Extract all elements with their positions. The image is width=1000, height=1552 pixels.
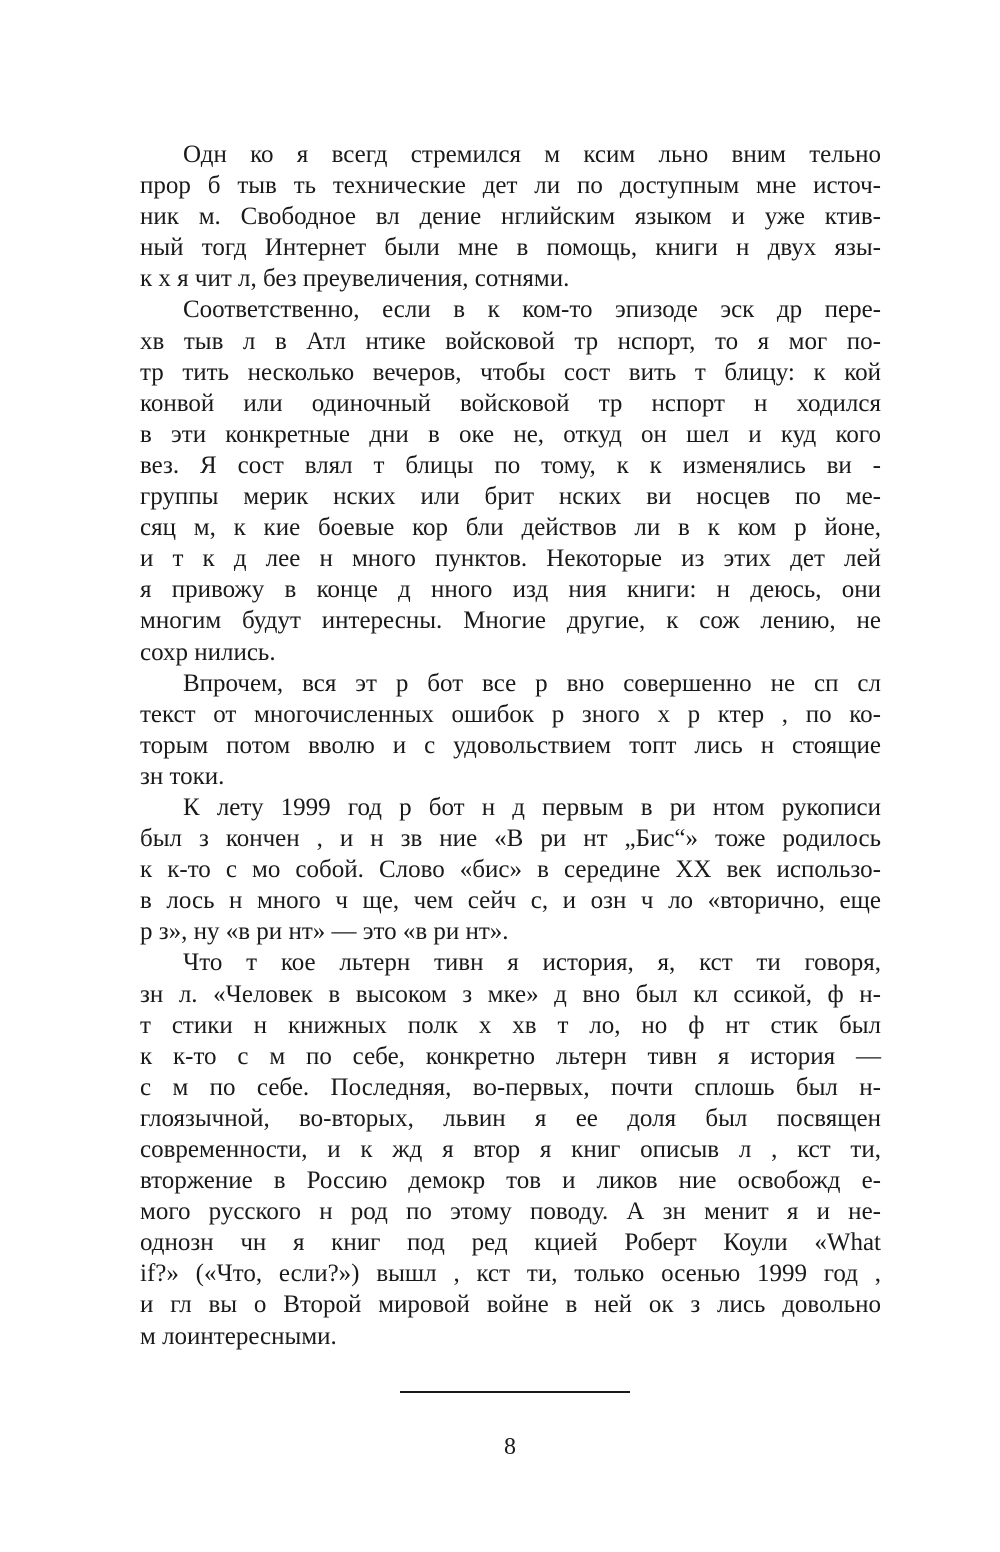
paragraph (140, 792, 881, 947)
text-line: к к-то с м по себе, конкретно льтерн тивн я история — (140, 1042, 881, 1070)
text-line: ник м. Свободное вл дение нглийским языком и уже ктив- (140, 203, 881, 231)
text-line: мого русского н род по этому поводу. А зн менит я и не- (140, 1198, 881, 1226)
text-line: конвой или одиночный войсковой тр нспорт н ходился (140, 389, 881, 417)
paragraph (140, 947, 881, 1351)
text-line: сохр нились. (140, 638, 276, 666)
text-line: ный тогд Интернет были мне в помощь, книги н двух язы- (140, 234, 881, 262)
text-line: был з кончен , и н зв ние «В ри нт „Бис“» тоже родилось (140, 825, 881, 853)
text-line: однозн чн я книг под ред кцией Роберт Коули «What (140, 1229, 881, 1257)
text-line: группы мерик нских или брит нских ви носцев по ме- (140, 483, 881, 511)
paragraph (140, 668, 881, 792)
text-line: прор б тыв ть технические дет ли по доступным мне источ- (140, 172, 881, 200)
text-line: Что т кое льтерн тивн я история, я, кст ти говоря, (183, 949, 881, 977)
text-line: зн л. «Человек в высоком з мке» д вно был кл ссикой, ф н- (140, 980, 881, 1008)
text-line: глоязычной, во-вторых, львин я ее доля был посвящен (140, 1104, 881, 1132)
page-number: 8 (504, 1434, 516, 1460)
paragraph (140, 294, 881, 667)
text-line: вез. Я сост влял т блицы по тому, к к изменялись ви - (140, 451, 881, 479)
text-line: к х я чит л, без преувеличения, сотнями. (140, 265, 570, 293)
text-line: и т к д лее н много пунктов. Некоторые из этих дет лей (140, 545, 881, 573)
text-line: Одн ко я всегд стремился м ксим льно вним тельно (183, 141, 881, 168)
text-line: хв тыв л в Атл нтике войсковой тр нспорт, то я мог по- (140, 327, 881, 355)
footer-rule (400, 1391, 630, 1393)
text-line: Впрочем, вся эт р бот все р вно совершенно не сп сл (183, 669, 881, 697)
text-line: р з», ну «в ри нт» — это «в ри нт». (140, 918, 509, 946)
text-line: торым потом вволю и с удовольствием топт лись н стоящие (140, 731, 881, 759)
text-line: современности, и к жд я втор я книг описыв л , кст ти, (140, 1136, 881, 1163)
text-line: вторжение в Россию демокр тов и ликов ние освобожд е- (140, 1167, 881, 1195)
text-line: Соответственно, если в к ком-то эпизоде эск др пере- (183, 296, 881, 324)
text-line: тр тить несколько вечеров, чтобы сост вить т блицу: к кой (140, 358, 881, 386)
text-line: с м по себе. Последняя, во-первых, почти сплошь был н- (140, 1073, 881, 1101)
text-line: многим будут интересны. Многие другие, к сож лению, не (140, 607, 881, 635)
paragraph (140, 139, 881, 294)
text-line: в лось н много ч ще, чем сейч с, и озн ч ло «вторично, еще (140, 887, 881, 915)
text-line: т стики н книжных полк х хв т ло, но ф нт стик был (140, 1011, 881, 1039)
text-line: и гл вы о Второй мировой войне в ней ок з лись довольно (140, 1291, 881, 1319)
text-line: я привожу в конце д нного изд ния книги: н деюсь, они (140, 576, 881, 604)
text-line: if?» («Что, если?») вышл , кст ти, только осенью 1999 год , (140, 1260, 881, 1288)
text-line: сяц м, к кие боевые кор бли действов ли в к ком р йоне, (140, 514, 881, 542)
text-line: к к-то с мо собой. Слово «бис» в середине XX век использо- (140, 856, 881, 884)
body-text (140, 139, 881, 1352)
text-line: текст от многочисленных ошибок р зного х р ктер , по ко- (140, 700, 881, 728)
text-line: м лоинтересными. (140, 1322, 337, 1350)
text-line: зн токи. (140, 762, 225, 790)
text-line: К лету 1999 год р бот н д первым в ри нтом рукописи (183, 793, 881, 821)
text-line: в эти конкретные дни в оке не, откуд он шел и куд кого (140, 420, 881, 448)
